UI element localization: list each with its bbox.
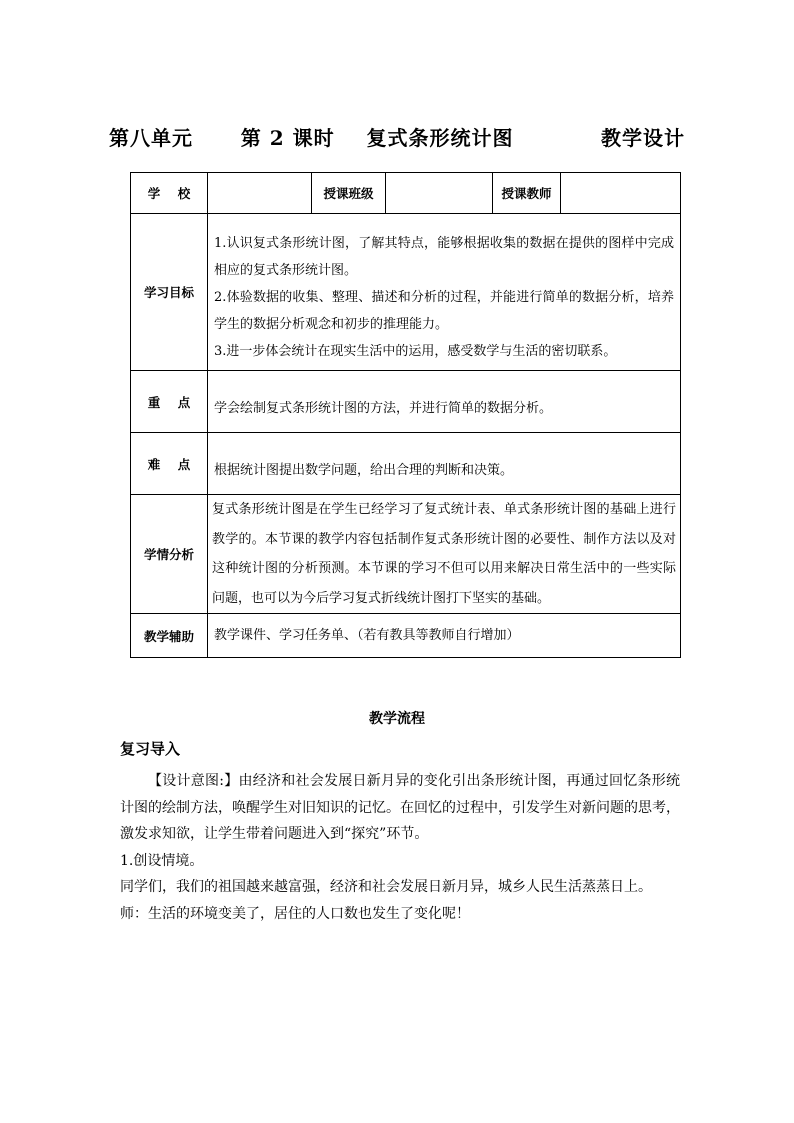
- class-value: [386, 173, 493, 214]
- school-label: 学 校: [131, 173, 208, 214]
- row-learning-goals: [131, 214, 681, 371]
- row-content: [208, 495, 681, 614]
- teacher-value: [561, 173, 681, 214]
- school-value: [208, 173, 312, 214]
- section-heading: 复习导入: [120, 740, 181, 758]
- teaching-flow-title: 教学流程: [369, 711, 425, 727]
- row-label: 难 点: [131, 433, 208, 495]
- body-paragraph: 同学们，我们的祖国越来越富强，经济和社会发展日新月异，城乡人民生活蒸蒸日上。: [120, 879, 652, 895]
- difficulty-text: 根据统计图提出数学问题，给出合理的判断和决策。: [214, 463, 514, 478]
- row-difficulty: [131, 433, 681, 495]
- teacher-line: 师：生活的环境变美了，居住的人口数也发生了变化呢！: [120, 905, 470, 922]
- row-label: 学情分析: [131, 495, 208, 614]
- analysis-text: 复式条形统计图是在学生已经学习了复式统计表、单式条形统计图的基础上进行教学的。本节课的教学内容包括制作复式条形统计图的必要性、制作方法以及对这种统计图的分析预测。本节课的学习不但可以用来解决日常生活中的一些实际问题，也可以为今后学习复式折线统计图打下坚实的基础。: [212, 502, 676, 606]
- section-body: [120, 768, 680, 927]
- row-label: 教学辅助: [131, 614, 208, 658]
- row-label: 学习目标: [131, 214, 208, 371]
- teacher-label: 授课教师: [493, 173, 561, 214]
- lesson-info-table: [130, 172, 681, 658]
- row-content: [208, 433, 681, 495]
- aids-text: 教学课件、学习任务单、（若有教具等教师自行增加）: [214, 628, 520, 643]
- row-content: [208, 214, 681, 371]
- key-point-text: 学会绘制复式条形统计图的方法，并进行简单的数据分析。: [214, 401, 553, 416]
- row-content: [208, 614, 681, 658]
- step-heading: 1.创设情境。: [120, 852, 204, 869]
- row-content: [208, 371, 681, 433]
- goal-line: 1.认识复式条形统计图，了解其特点，能够根据收集的数据在提供的图样中完成相应的复式条形统计图。: [214, 235, 674, 278]
- class-label: 授课班级: [312, 173, 386, 214]
- header-row: [131, 173, 681, 214]
- row-key-point: [131, 371, 681, 433]
- row-label: 重 点: [131, 371, 208, 433]
- design-intent-paragraph: 【设计意图:】由经济和社会发展日新月异的变化引出条形统计图，再通过回忆条形统计图的绘制方法，唤醒学生对旧知识的记忆。在回忆的过程中，引发学生对新问题的思考，激发求知欲，让学生带着问题进入到“探究”环节。: [120, 773, 680, 842]
- row-student-analysis: [131, 495, 681, 614]
- document-title: 第八单元 第 2 课时 复式条形统计图 教学设计: [108, 126, 686, 150]
- row-teaching-aids: [131, 614, 681, 658]
- goal-line: 3.进一步体会统计在现实生活中的运用，感受数学与生活的密切联系。: [214, 343, 617, 359]
- goal-line: 2.体验数据的收集、整理、描述和分析的过程，并能进行简单的数据分析，培养学生的数据分析观念和初步的推理能力。: [214, 289, 674, 332]
